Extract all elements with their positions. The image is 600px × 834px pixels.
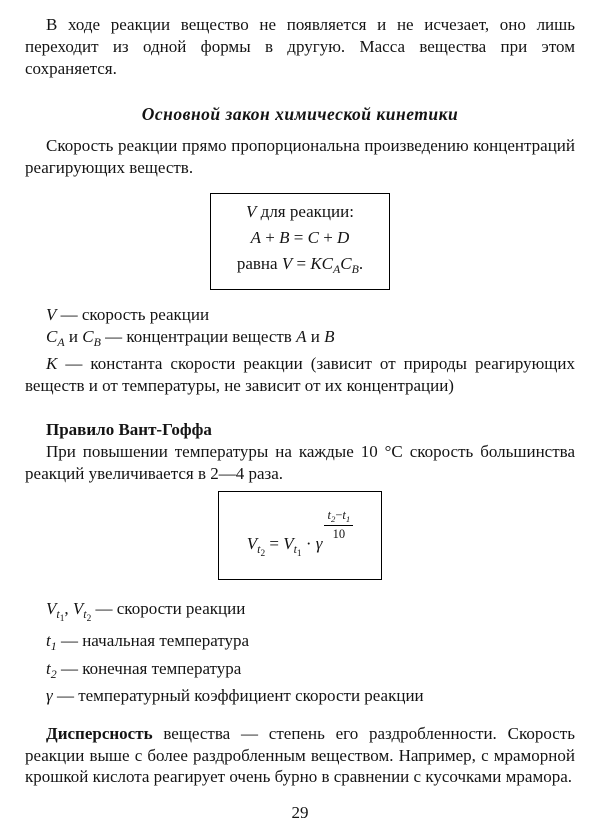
formula-token: KC (310, 253, 333, 273)
formula-token: t (293, 542, 297, 557)
formula-token: t (83, 607, 87, 622)
rate-law-formula-line-2 (237, 225, 363, 251)
formula-token: вещества — степень его раздробленности. Скорость реакции выше с более раздробленным веществом. Например, с мраморной крошкой кислота реагирует очень бурно в сравнении с кусочками мрамора. (25, 723, 575, 787)
formula-token: t (342, 507, 346, 522)
definition-gamma (25, 685, 575, 707)
formula-token: 2 (260, 549, 266, 560)
formula-token: B (324, 327, 335, 347)
formula-token: V (283, 534, 294, 554)
formula-token: — скорость реакции (56, 305, 210, 325)
exponent-fraction (324, 508, 353, 543)
formula-token: C (307, 227, 319, 247)
formula-token: − (335, 507, 343, 522)
formula-token: V (46, 305, 57, 325)
formula-token: и (64, 327, 83, 347)
formula-token: D (337, 227, 350, 247)
section-heading: Основной закон химической кинетики (141, 104, 459, 125)
definition-rate-constant (25, 353, 575, 397)
formula-token: γ (46, 685, 53, 705)
formula-token: B (93, 335, 101, 350)
formula-token: = (292, 253, 311, 273)
rate-law-definitions (25, 304, 575, 397)
formula-token: , (64, 599, 73, 619)
intro-paragraph: В ходе реакции вещество не появляется и не исчезает, оно лишь переходит из одной формы в другую. Масса вещества при этом сохраняется. (25, 15, 575, 78)
formula-token: C (46, 327, 58, 347)
formula-token: B (279, 227, 290, 247)
formula-token: + (261, 227, 280, 247)
formula-token: равна (236, 253, 282, 273)
formula-token: A (57, 335, 65, 350)
formula-token: C (82, 327, 94, 347)
formula-token: · (301, 534, 316, 554)
formula-token: Дисперсность (46, 723, 153, 743)
formula-token: = (265, 534, 284, 554)
formula-token: A (250, 227, 262, 247)
definition-concentrations (25, 326, 575, 353)
formula-token: V (46, 599, 57, 619)
vant-hoff-paragraph: При повышении температуры на каждые 10 °С скорость большинства реакций увеличивается в 2—4 раза. (25, 442, 575, 484)
formula-token: 1 (59, 614, 65, 625)
formula-token: t (46, 631, 51, 651)
formula-token: = (289, 227, 308, 247)
rate-law-formula-box (210, 193, 390, 290)
formula-token: B (351, 262, 359, 277)
formula-token: — концентрации веществ (100, 327, 297, 347)
formula-token: 2 (330, 513, 336, 524)
formula-token: t (56, 607, 60, 622)
vant-hoff-box-container (25, 491, 575, 581)
formula-token: γ (315, 534, 323, 554)
definition-initial-temperature (25, 630, 575, 657)
formula-token: t (46, 658, 51, 678)
formula-token: K (46, 354, 58, 374)
formula-token: + (318, 227, 338, 247)
formula-token: 1 (296, 549, 302, 560)
formula-token: C (340, 253, 352, 273)
definition-velocities (25, 598, 575, 630)
vant-hoff-heading: Правило Вант-Гоффа (46, 420, 212, 440)
formula-token: 1 (345, 513, 351, 524)
exponent-numerator (324, 508, 353, 527)
formula-token: — скорости реакции (91, 599, 246, 619)
page-number: 29 (291, 803, 309, 823)
definition-final-temperature (25, 658, 575, 685)
formula-token: — начальная температура (56, 631, 250, 651)
formula-token: t (327, 507, 331, 522)
vant-hoff-formula-base (246, 534, 323, 560)
formula-token: t (257, 542, 261, 557)
formula-token: V (246, 201, 257, 221)
formula-token: и (306, 327, 325, 347)
formula-token: — константа скорости реакции (зависит от природы реагирующих веществ и от температуры, не зависит от их концентрации) (25, 354, 575, 396)
formula-token: A (333, 262, 341, 277)
definition-velocity (25, 304, 575, 326)
formula-token: V (281, 253, 293, 273)
formula-token: V (72, 599, 84, 619)
formula-token: . (358, 253, 364, 273)
formula-token: A (296, 327, 307, 347)
dispersion-paragraph (25, 723, 575, 788)
vant-hoff-definitions (25, 598, 575, 706)
formula-token: 2 (86, 614, 92, 625)
rate-law-formula-line-1 (237, 199, 363, 225)
formula-token: 2 (50, 666, 57, 681)
exponent-denominator: 10 (332, 527, 346, 542)
formula-token: 1 (50, 639, 57, 654)
law-intro-paragraph: Скорость реакции прямо пропорциональна произведению концентраций реагирующих веществ. (25, 136, 575, 178)
vant-hoff-formula-box (218, 491, 383, 581)
formula-token: для реакции: (256, 201, 354, 221)
formula-token: — температурный коэффициент скорости реакции (52, 685, 424, 705)
rate-law-box-container (25, 193, 575, 290)
formula-token: — конечная температура (56, 658, 242, 678)
formula-token: V (246, 534, 258, 554)
rate-law-formula-line-3 (237, 251, 363, 282)
